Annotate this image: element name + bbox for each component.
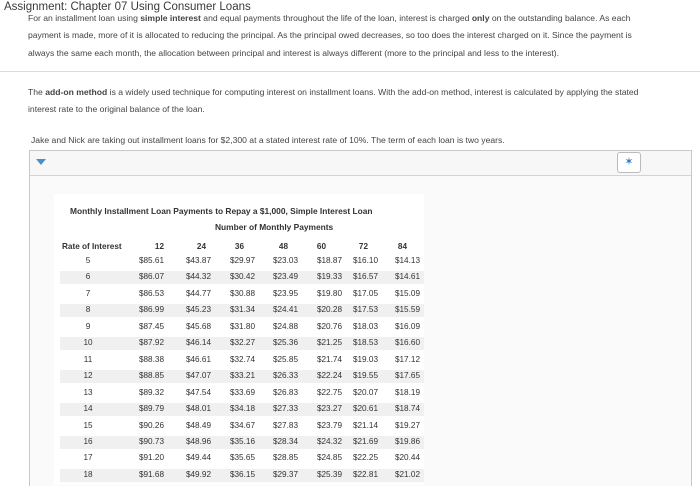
payment-cell: $17.65 bbox=[394, 371, 420, 381]
p1-bold-simple-interest: simple interest bbox=[140, 13, 201, 23]
payment-cell: $31.80 bbox=[229, 321, 255, 331]
payment-cell: $26.33 bbox=[272, 371, 298, 381]
payment-cell: $45.68 bbox=[185, 321, 211, 331]
payment-cell: $19.33 bbox=[316, 272, 342, 282]
payment-cell: $30.42 bbox=[229, 272, 255, 282]
rate-cell: 12 bbox=[83, 371, 93, 381]
rate-cell: 11 bbox=[83, 354, 93, 364]
payment-cell: $21.02 bbox=[394, 469, 420, 479]
rate-cell: 6 bbox=[85, 272, 91, 282]
payment-cell: $34.67 bbox=[229, 420, 255, 430]
rate-cell: 7 bbox=[85, 288, 91, 298]
panel-header[interactable] bbox=[30, 151, 691, 176]
month-header-84: 84 bbox=[397, 242, 407, 251]
payment-cell: $91.20 bbox=[138, 453, 164, 463]
section-divider bbox=[0, 71, 700, 72]
payment-cell: $22.24 bbox=[316, 371, 342, 381]
payment-cell: $25.85 bbox=[272, 354, 298, 364]
payment-cell: $16.10 bbox=[352, 256, 378, 265]
table-subtitle: Number of Monthly Payments bbox=[215, 222, 334, 232]
payment-cell: $88.38 bbox=[138, 354, 164, 364]
payment-cell: $48.01 bbox=[185, 404, 211, 414]
rate-cell: 9 bbox=[85, 321, 91, 331]
payment-cell: $89.32 bbox=[138, 387, 164, 397]
rate-cell: 14 bbox=[83, 404, 93, 414]
payment-cell: $16.60 bbox=[394, 338, 420, 348]
assignment-title: Assignment: Chapter 07 Using Consumer Loans bbox=[4, 1, 251, 13]
chevron-down-icon[interactable] bbox=[36, 159, 46, 165]
table-row bbox=[60, 452, 424, 465]
payment-cell: $26.83 bbox=[272, 387, 298, 397]
month-header-48: 48 bbox=[278, 242, 288, 251]
month-header-12: 12 bbox=[154, 242, 164, 251]
payment-cell: $47.54 bbox=[185, 387, 211, 397]
month-header-60: 60 bbox=[316, 242, 326, 251]
payment-cell: $14.13 bbox=[394, 256, 420, 265]
payment-cell: $32.74 bbox=[229, 354, 255, 364]
payment-cell: $45.23 bbox=[185, 305, 211, 315]
payment-cell: $19.03 bbox=[352, 354, 378, 364]
payment-cell: $85.61 bbox=[138, 256, 164, 265]
payment-cell: $20.44 bbox=[394, 453, 420, 463]
payment-cell: $48.96 bbox=[185, 436, 211, 446]
payment-cell: $32.27 bbox=[229, 338, 255, 348]
payment-cell: $46.61 bbox=[185, 354, 211, 364]
payment-cell: $29.97 bbox=[229, 256, 255, 265]
payment-cell: $20.07 bbox=[352, 387, 378, 397]
table-row bbox=[60, 354, 424, 367]
rate-cell: 5 bbox=[85, 256, 91, 265]
month-header-72: 72 bbox=[358, 242, 368, 251]
payment-cell: $19.80 bbox=[316, 288, 342, 298]
payment-cell: $14.61 bbox=[394, 272, 420, 282]
payment-cell: $34.18 bbox=[229, 404, 255, 414]
payment-cell: $20.76 bbox=[316, 321, 342, 331]
p1-text-1: For an installment loan using bbox=[28, 13, 141, 23]
payment-cell: $18.74 bbox=[394, 404, 420, 414]
payment-cell: $23.95 bbox=[272, 288, 298, 298]
rate-cell: 17 bbox=[83, 453, 93, 463]
payment-cell: $29.37 bbox=[272, 469, 298, 479]
payment-cell: $24.88 bbox=[272, 321, 298, 331]
payment-cell: $25.36 bbox=[272, 338, 298, 348]
rate-cell: 18 bbox=[83, 469, 93, 479]
payment-cell: $17.05 bbox=[352, 288, 378, 298]
payment-cell: $28.34 bbox=[272, 436, 298, 446]
payment-cell: $35.16 bbox=[229, 436, 255, 446]
payment-cell: $86.99 bbox=[138, 305, 164, 315]
payment-cell: $18.03 bbox=[352, 321, 378, 331]
payment-cell: $28.85 bbox=[272, 453, 298, 463]
table-row bbox=[60, 420, 424, 433]
p1-bold-only: only bbox=[471, 13, 490, 23]
table-row bbox=[60, 304, 424, 317]
payment-cell: $19.27 bbox=[394, 420, 420, 430]
payment-cell: $27.83 bbox=[272, 420, 298, 430]
payment-cell: $49.44 bbox=[185, 453, 211, 463]
payment-cell: $91.68 bbox=[138, 469, 164, 479]
month-header-24: 24 bbox=[196, 242, 206, 251]
payment-cell: $49.92 bbox=[185, 469, 211, 479]
payment-cell: $19.86 bbox=[394, 436, 420, 446]
payment-cell: $19.55 bbox=[352, 371, 378, 381]
table-row bbox=[60, 255, 424, 268]
payment-cell: $86.07 bbox=[138, 272, 164, 282]
simple-interest-paragraph bbox=[28, 10, 640, 62]
payment-cell: $20.28 bbox=[316, 305, 342, 315]
payment-cell: $44.32 bbox=[185, 272, 211, 282]
payment-cell: $21.25 bbox=[316, 338, 342, 348]
payment-cell: $90.73 bbox=[138, 436, 164, 446]
payment-cell: $22.81 bbox=[352, 469, 378, 479]
rate-cell: 13 bbox=[83, 387, 93, 397]
rate-cell: 16 bbox=[83, 436, 93, 446]
payment-cell: $23.03 bbox=[272, 256, 298, 265]
payment-cell: $27.33 bbox=[272, 404, 298, 414]
payment-cell: $86.53 bbox=[138, 288, 164, 298]
payment-cell: $25.39 bbox=[316, 469, 342, 479]
payment-cell: $44.77 bbox=[185, 288, 211, 298]
payment-cell: $30.88 bbox=[229, 288, 255, 298]
payment-cell: $33.69 bbox=[229, 387, 255, 397]
payment-cell: $15.09 bbox=[394, 288, 420, 298]
payment-cell: $21.14 bbox=[352, 420, 378, 430]
payment-cell: $18.53 bbox=[352, 338, 378, 348]
rate-cell: 15 bbox=[83, 420, 93, 430]
payment-cell: $18.87 bbox=[316, 256, 342, 265]
payment-cell: $22.25 bbox=[352, 453, 378, 463]
payment-cell: $17.53 bbox=[352, 305, 378, 315]
payment-cell: $35.65 bbox=[229, 453, 255, 463]
table-row bbox=[60, 321, 424, 334]
table-header-row bbox=[62, 241, 422, 253]
payment-cell: $23.79 bbox=[316, 420, 342, 430]
payment-cell: $16.09 bbox=[394, 321, 420, 331]
payment-cell: $46.14 bbox=[185, 338, 211, 348]
payment-cell: $48.49 bbox=[185, 420, 211, 430]
payment-cell: $24.85 bbox=[316, 453, 342, 463]
p1-text-2: and equal payments throughout the life of the loan, interest is charged bbox=[200, 13, 472, 23]
rate-cell: 8 bbox=[85, 305, 91, 315]
payment-cell: $21.74 bbox=[316, 354, 342, 364]
payment-cell: $20.61 bbox=[352, 404, 378, 414]
payment-cell: $16.57 bbox=[352, 272, 378, 282]
table-row bbox=[60, 370, 424, 383]
table-row bbox=[60, 403, 424, 416]
table-row bbox=[60, 337, 424, 350]
payment-cell: $36.15 bbox=[229, 469, 255, 479]
payment-cell: $47.07 bbox=[185, 371, 211, 381]
add-on-method-paragraph bbox=[28, 84, 640, 119]
payment-cell: $89.79 bbox=[138, 404, 164, 414]
table-row bbox=[60, 436, 424, 449]
payment-cell: $88.85 bbox=[138, 371, 164, 381]
payment-cell: $24.41 bbox=[272, 305, 298, 315]
payment-cell: $23.27 bbox=[316, 404, 342, 414]
payment-cell: $87.92 bbox=[138, 338, 164, 348]
payment-cell: $87.45 bbox=[138, 321, 164, 331]
rate-cell: 10 bbox=[83, 338, 93, 348]
table-title: Monthly Installment Loan Payments to Repay a $1,000, Simple Interest Loan bbox=[70, 206, 373, 216]
payment-cell: $15.59 bbox=[394, 305, 420, 315]
p2-bold-add-on-method: add-on method bbox=[45, 87, 108, 97]
rate-of-interest-header: Rate of Interest bbox=[62, 242, 122, 251]
pushpin-icon[interactable]: ✶ bbox=[617, 152, 641, 173]
p1-text-3: on the outstanding balance. As each payment is made, more of it is allocated to reducing the principal. As the principal owed decreases, so too does the interest charged on it. Since the payment is always the same each month, the allocation between principal and interest is always different (more to the principal and less to the interest). bbox=[28, 13, 632, 58]
payment-cell: $23.49 bbox=[272, 272, 298, 282]
payment-cell: $17.12 bbox=[394, 354, 420, 364]
payment-cell: $21.69 bbox=[352, 436, 378, 446]
payment-cell: $90.26 bbox=[138, 420, 164, 430]
table-row bbox=[60, 469, 424, 482]
payment-cell: $18.19 bbox=[394, 387, 420, 397]
payment-cell: $22.75 bbox=[316, 387, 342, 397]
p2-text-1: The bbox=[28, 87, 46, 97]
table-row bbox=[60, 271, 424, 284]
table-row bbox=[60, 387, 424, 400]
payment-cell: $33.21 bbox=[229, 371, 255, 381]
payment-cell: $24.32 bbox=[316, 436, 342, 446]
table-row bbox=[60, 288, 424, 301]
payment-cell: $31.34 bbox=[229, 305, 255, 315]
month-header-36: 36 bbox=[234, 242, 244, 251]
payment-cell: $43.87 bbox=[185, 256, 211, 265]
p2-text-2: is a widely used technique for computing interest on installment loans. With the add-on method, interest is calculated by applying the stated interest rate to the original balance of the loan. bbox=[28, 87, 639, 115]
problem-statement: Jake and Nick are taking out installment loans for $2,300 at a stated interest rate of 10%. The term of each loan is two years. bbox=[31, 135, 505, 145]
